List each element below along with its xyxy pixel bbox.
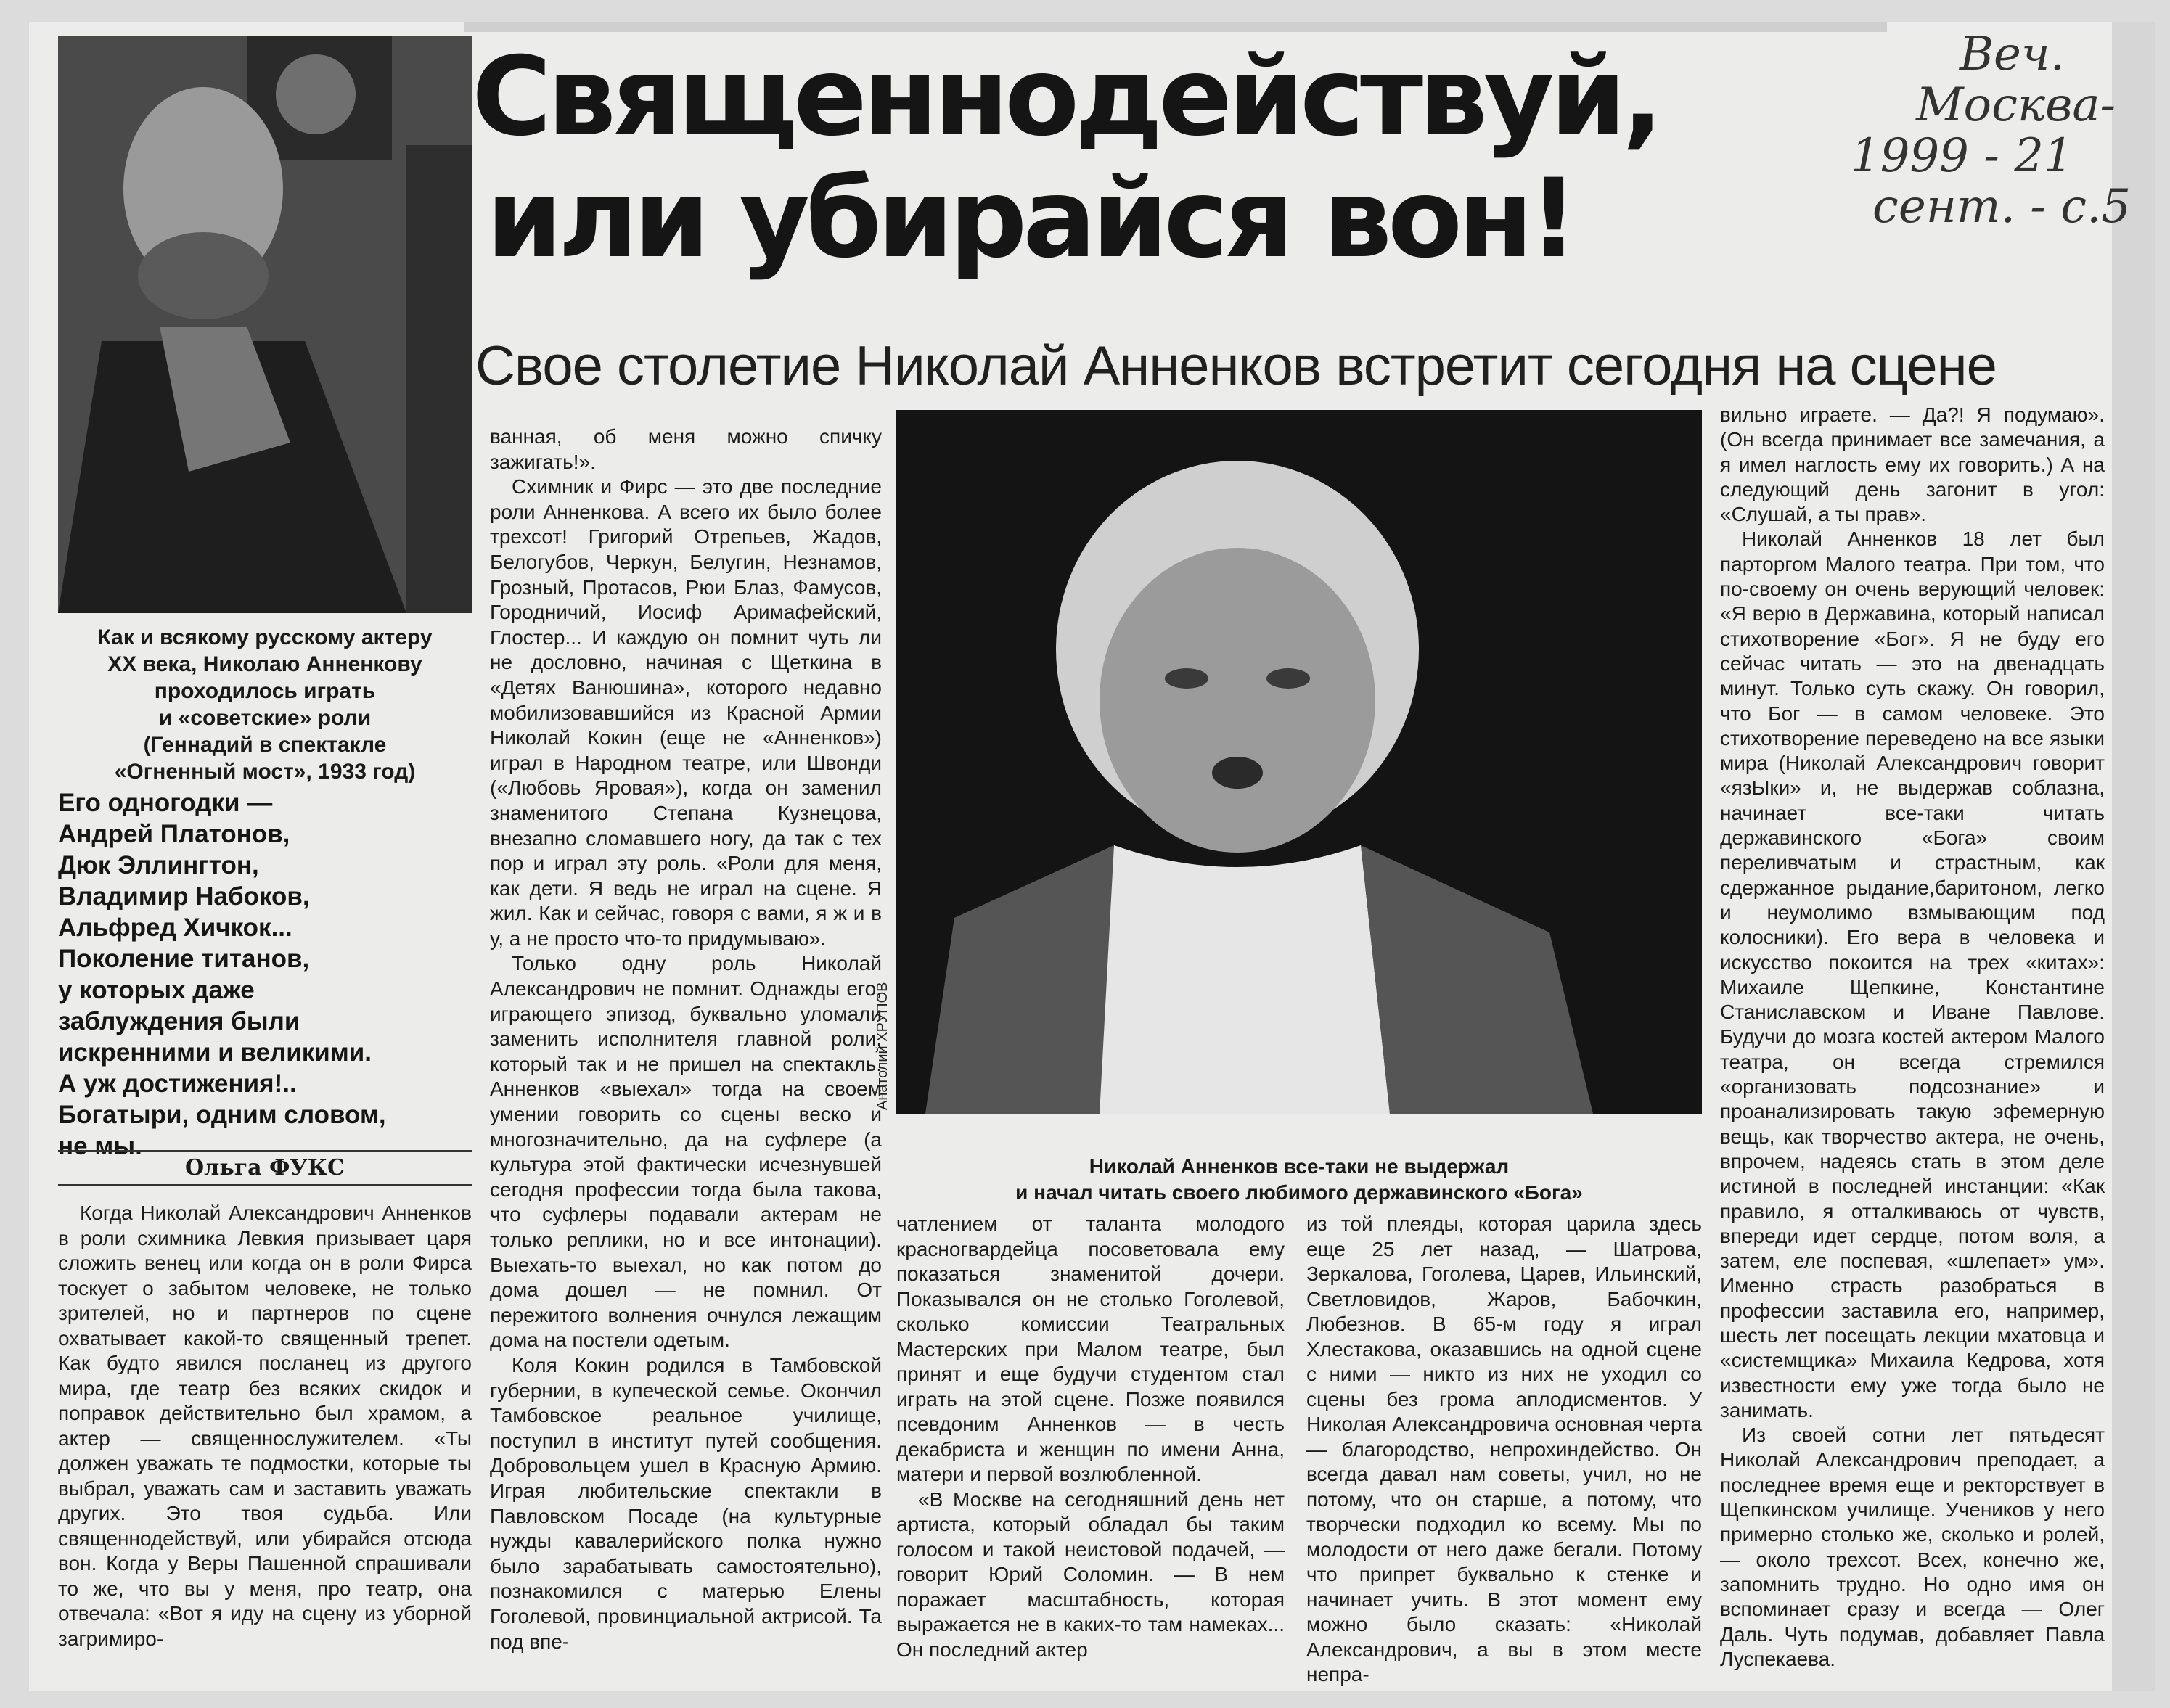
article-column-3: [896, 1212, 1285, 1662]
column2-paragraph-3: Только одну роль Николай Александрович не помнит. Однажды его, играющего эпизод, буквально уломали заменить исполнителя главной роли, который так и не пришел на спектакль. Анненков «выехал» тогда на своем умении говорить со сцены веско и многозначительно, да на суфлере (а культура этой фактически исчезнувшей сегодня профессии тогда была такова, что суфлеры подавали актерам не только реплики, но и все интонации). Выехать-то выехал, но как потом до дома дошел — не помнил. От пережитого волнения очнулся лежащим дома на постели одетым.: [490, 952, 882, 1352]
photo1-caption: [58, 624, 472, 785]
caption1-line-2: XX века, Николаю Анненкову: [107, 652, 422, 676]
lead-line-2: Андрей Платонов,: [58, 820, 290, 848]
lead-line-6: Поколение титанов,: [58, 945, 310, 973]
archive-photo-drawing: [58, 36, 472, 613]
handwritten-note-line-2: Москва-: [1916, 78, 2116, 132]
column3-paragraph-2: «В Москве на сегодняшний день нет артиста, который обладал бы таким голосом и такой неистовой подачей, — говорит Юрий Соломин. — В нем поражает масштабность, которая выражается не в каких-то там намеках... Он последний актер: [896, 1487, 1285, 1661]
main-photo-drawing: [896, 410, 1702, 1114]
column2-paragraph-2: Схимник и Фирс — это две последние роли Анненкова. А всего их было более трехсот! Григорий Отрепьев, Жадов, Белогубов, Черкун, Белугин, Незнамов, Грозный, Протасов, Рюи Блаз, Фамусов, Городничий, Иосиф Аримафейский, Глостер... И каждую он помнит чуть ли не дословно, начиная с Щеткина в «Детях Ванюшина», которого недавно мобилизовавшийся из Красной Армии Николай Кокин (еще не «Анненков») играл в Народном театре, или Швонди («Любовь Яровая»), когда он заменил знаменитого Степана Кузнецова, внезапно сломавшего ногу, да так с тех пор и играл эту роль. «Роли для меня, как дети. Я ведь не играл на сцене. Я жил. Как и сейчас, говоря с вами, я ж и в у, а не просто что-то придумываю».: [490, 475, 882, 950]
caption2-line-2: и начал читать своего любимого державинского «Бога»: [1015, 1181, 1583, 1204]
article-column-4: [1306, 1212, 1702, 1688]
headline-subtitle: Свое столетие Николай Анненков встретит сегодня на сцене: [475, 335, 1997, 397]
column4-paragraph-1: из той плеяды, которая царила здесь еще 25 лет назад, — Шатрова, Зеркалова, Гоголева, Царев, Ильинский, Светловидов, Жаров, Бабочкин, Любезнов. В 65-м году я играл Хлестакова, оказавшись на одной сцене с ними — никто из них не уходил со сцены без грома аплодисментов. У Николая Александровича основная черта — благородство, непрохиндейство. Он всегда давал нам советы, учил, но не потому, что он старше, а потому, что творчески подходил ко всему. Мы по молодости от него даже бегали. Потому что припрет буквально к стенке и начинает учить. В этот момент ему можно было сказать: «Николай Александрович, а вы в этом месте непра-: [1306, 1212, 1703, 1686]
column5-paragraph-1: вильно играете. — Да?! Я подумаю». (Он всегда принимает все замечания, а я имел наглость ему их говорить.) А на следующий день загонит в угол: «Слушай, а ты прав».: [1720, 403, 2105, 526]
handwritten-note-line-4: сент. - с.5: [1872, 180, 2132, 234]
photo-credit: Анатолий ХРУПОВ: [875, 982, 890, 1110]
handwritten-note: [1851, 28, 2134, 234]
column3-paragraph-1: чатлением от таланта молодого красногвардейца посоветовала ему показаться знаменитой дочери. Показывался он не столько Гоголевой, сколько комиссии Театральных Мастерских при Малом театре, был принят и еще будучи студентом стал играть на этой сцене. Позже появился псевдоним Анненков — в честь декабриста и женщин по имени Анна, матери и первой возлюбленной.: [896, 1212, 1285, 1485]
newspaper-clipping: [29, 22, 2155, 1691]
column5-paragraph-3: Из своей сотни лет пятьдесят Николай Александрович преподает, а последнее время еще и ректорствует в Щепкинском училище. Учеников у него примерно столько же, сколько и ролей, — около трехсот. Всех, конечно же, запомнить трудно. Но одно имя он вспоминает сразу и всегда — Олег Даль. Чуть подумав, добавляет Павла Луспекаева.: [1720, 1424, 2105, 1670]
lead-line-4: Владимир Набоков,: [58, 882, 310, 911]
handwritten-note-line-1: Веч.: [1960, 28, 2065, 81]
author-byline: Ольга ФУКС: [58, 1150, 472, 1186]
lead-line-12: не мы.: [58, 1132, 142, 1160]
column1-paragraph: Когда Николай Александрович Анненков в роли схимника Левкия призывает царя сложить венец или когда он в роли Фирса тоскует о забытом человеке, не только зрителей, но и партнеров по сцене охватывает какой-то священный трепет. Как будто явился посланец из другого мира, где театр без всяких скидок и поправок действительно был храмом, а актер — священнослужителем. «Ты должен уважать те подмостки, которые ты выбрал, уважать сам и заставить уважать других. Это твоя судьба. Или священнодействуй, или убирайся отсюда вон. Когда у Веры Пашенной спрашивали то же, что вы у меня, про театр, она отвечала: «Вот я иду на сцену из уборной загримиро-: [58, 1202, 472, 1650]
headline-line-2: или убирайся вон!: [486, 156, 1575, 282]
column5-paragraph-2: Николай Анненков 18 лет был парторгом Малого театра. При том, что по-своему он очень верующий человек: «Я верю в Державина, который написал стихотворение «Бог». Я не буду его сейчас читать — это на двенадцать минут. Только суть скажу. Он говорил, что Бог — в самом человеке. Это стихотворение переведено на все языки мира (Николай Александрович говорит «язЫки» и, не выдержав соблазна, начинает все-таки читать державинского «Бога» своим переливчатым и страстным, как сдержанное рыдание,баритоном, легко и неумолимо взмывающим под колосники). Его вера в человека и искусство покоится на трех «китах»: Михаиле Щепкине, Константине Станиславском и Иване Павлове. Будучи до мозга костей актером Малого театра, он всегда стремился «организовать подсознание» и проанализировать такую эфемерную вещь, как творчество актера, не очень, впрочем, надеясь стать в этом деле истиной в последней инстанции: «Как правило, я отталкиваюсь от чувств, впереди идет сердце, потом воля, а затем, еле поспевая, «шлепает» ум». Именно страсть разобраться в профессии заставила его, например, шесть лет посещать лекции мхатовца и «системщика» Михаила Кедрова, хотя известности ему уже тогда было не занимать.: [1720, 527, 2105, 1421]
adjacent-page-strip: [2112, 22, 2155, 1691]
caption1-line-1: Как и всякому русскому актеру: [97, 625, 433, 649]
lead-line-10: А уж достижения!..: [58, 1069, 297, 1098]
lead-line-7: у которых даже: [58, 976, 255, 1004]
main-photo-annenkov: [896, 410, 1702, 1114]
previous-article-strip: [464, 22, 1887, 32]
headline-title: [472, 36, 1916, 280]
lead-line-1: Его одногодки —: [58, 789, 273, 817]
column2-paragraph-4: Коля Кокин родился в Тамбовской губернии, в купеческой семье. Окончил Тамбовское реальное училище, поступил в институт путей сообщения. Добровольцем ушел в Красную Армию. Играя любительские спектакли в Павловском Посаде (на культурные нужды кавалерийского полка нужно было зарабатывать самостоятельно), познакомился с матерью Елены Гоголевой, провинциальной актрисой. Та под впе-: [490, 1353, 882, 1653]
column2-paragraph-1: ванная, об меня можно спичку зажигать!».: [490, 425, 882, 473]
headline-line-1: Священнодействуй,: [472, 34, 1659, 160]
lead-line-11: Богатыри, одним словом,: [58, 1101, 386, 1129]
caption1-line-6: «Огненный мост», 1933 год): [114, 760, 416, 784]
caption1-line-5: (Геннадий в спектакле: [143, 733, 387, 757]
lead-line-3: Дюк Эллингтон,: [58, 851, 259, 879]
article-column-2: [490, 424, 882, 1654]
photo2-caption: [896, 1154, 1702, 1206]
lead-line-5: Альфред Хичкок...: [58, 913, 292, 942]
lead-line-9: искренними и великими.: [58, 1038, 372, 1067]
handwritten-note-line-3: 1999 - 21: [1851, 129, 2073, 183]
caption1-line-3: проходилось играть: [154, 679, 376, 703]
article-column-5: [1720, 403, 2105, 1672]
lead-line-8: заблуждения были: [58, 1007, 300, 1035]
article-column-1: [58, 1201, 472, 1651]
archive-photo-actor: [58, 36, 472, 613]
caption1-line-4: и «советские» роли: [158, 706, 372, 730]
lead-text: [58, 787, 472, 1162]
caption2-line-1: Николай Анненков все-таки не выдержал: [1089, 1155, 1510, 1178]
